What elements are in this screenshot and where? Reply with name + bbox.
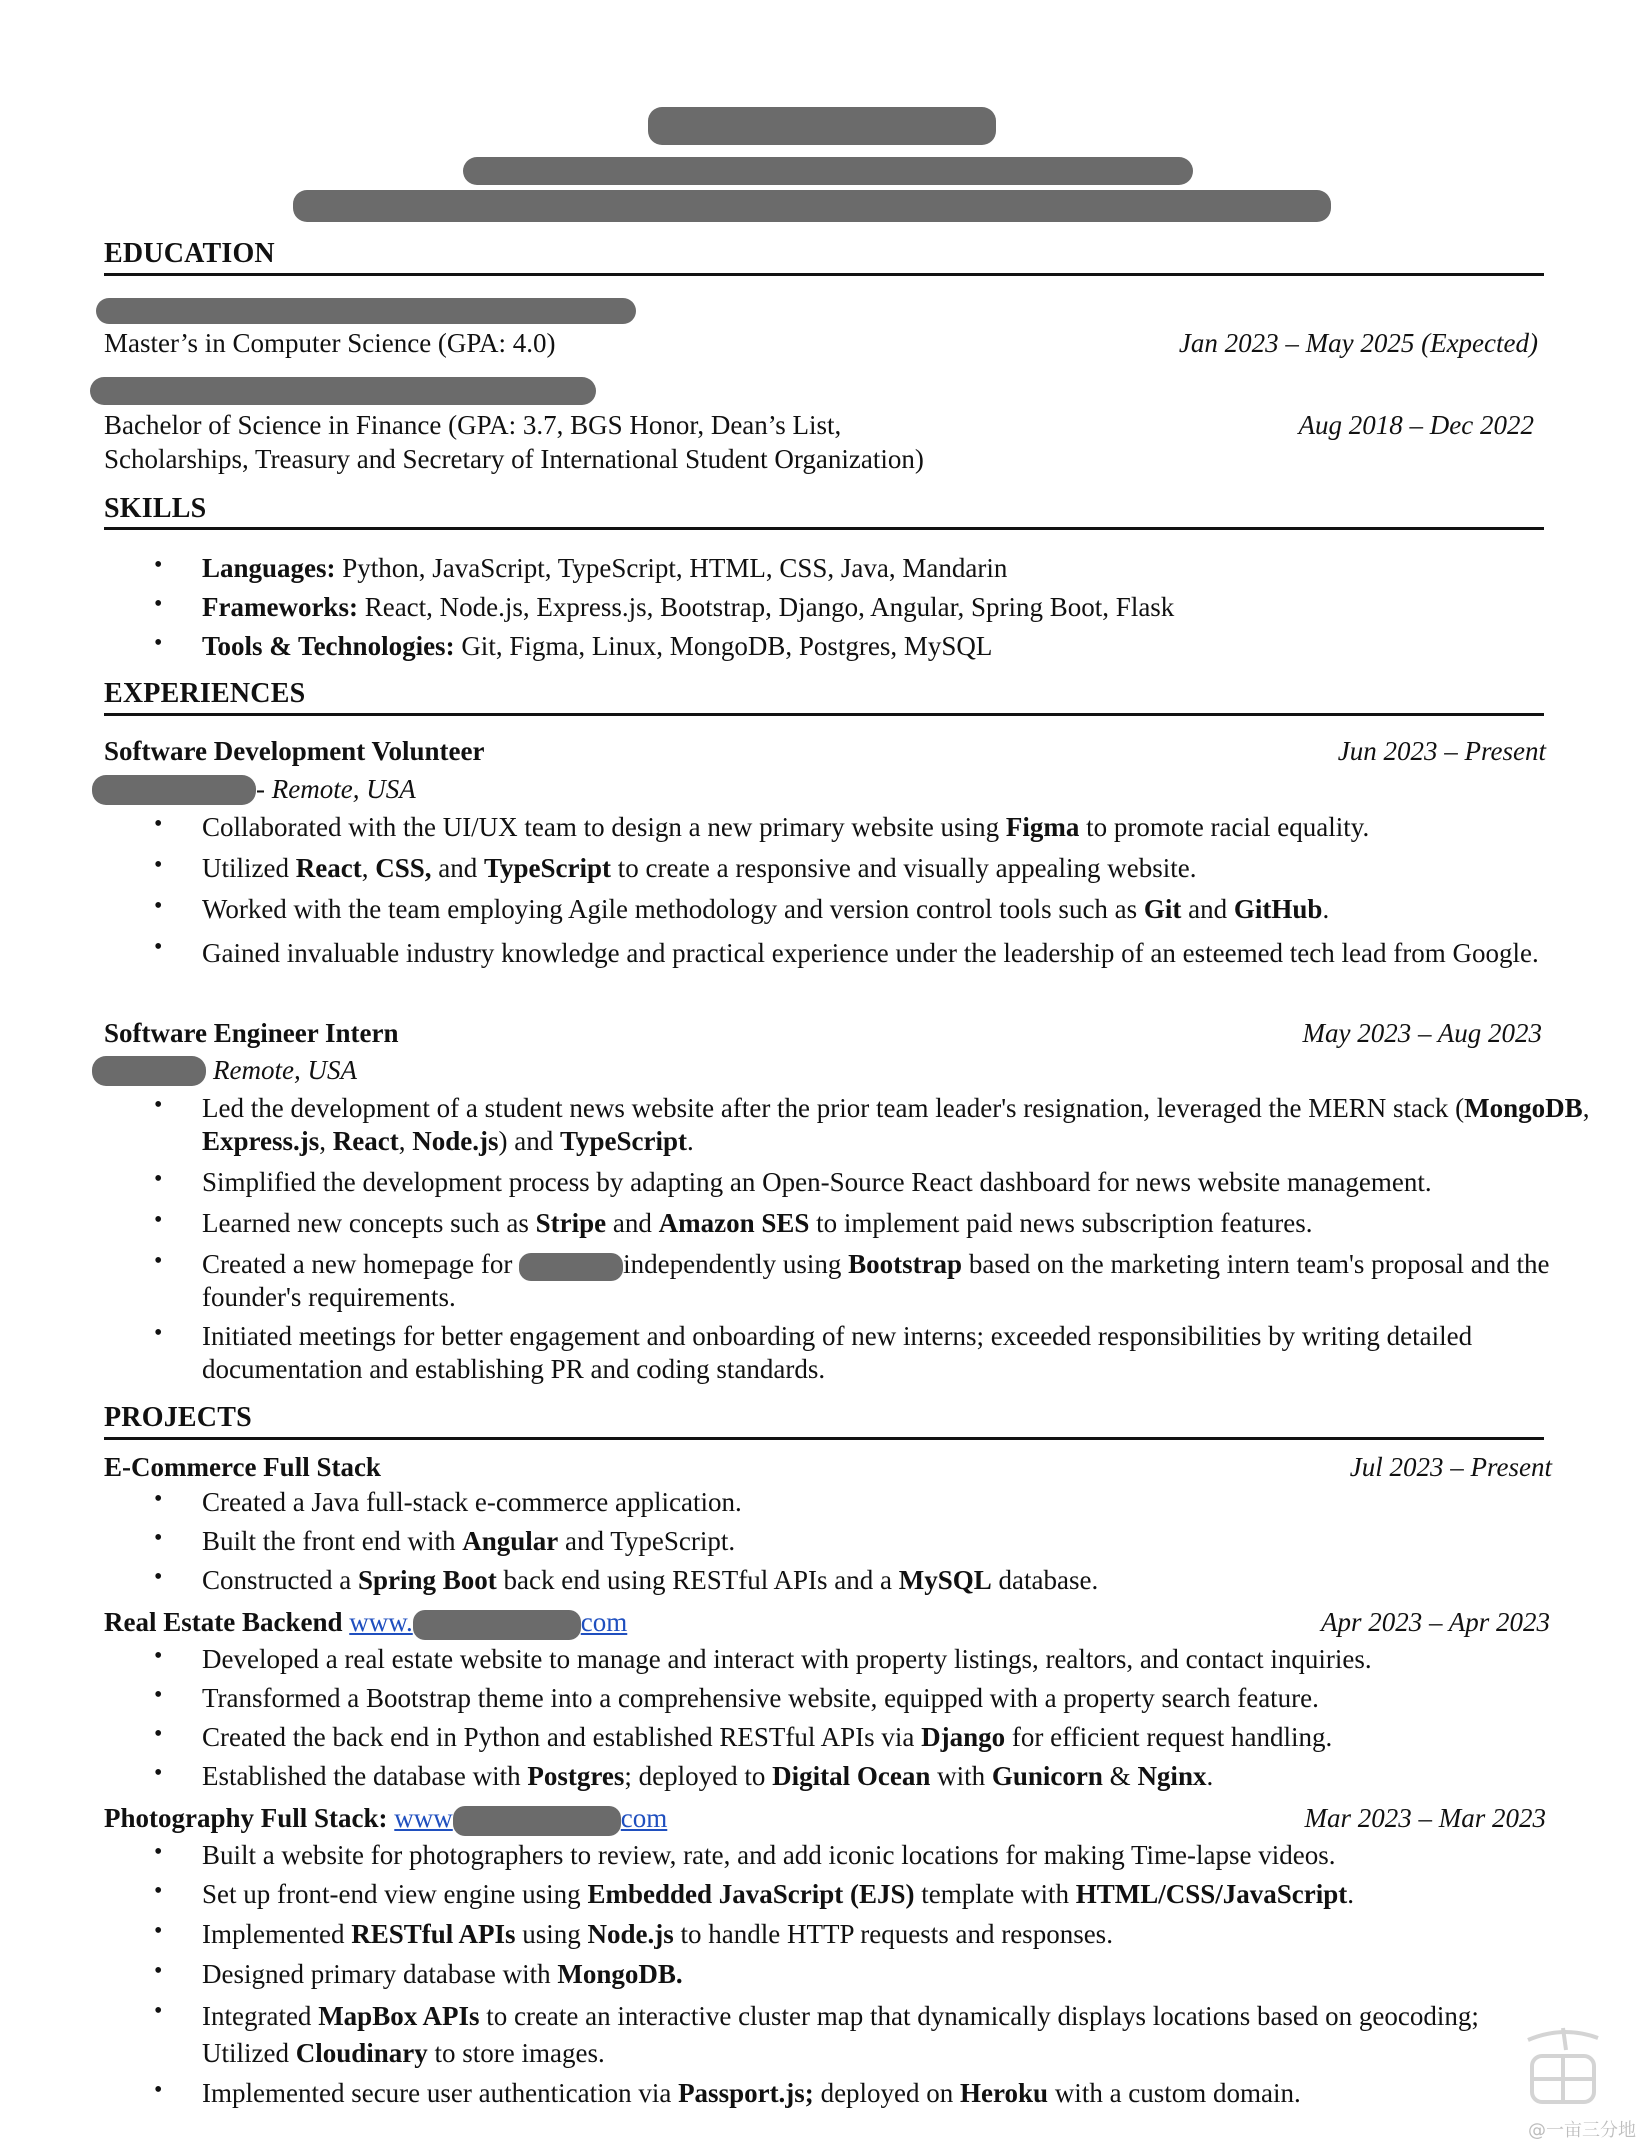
project1-dates: Jul 2023 – Present [1349, 1452, 1552, 1482]
experiences-rule [104, 713, 1544, 716]
bachelors-degree-line1: Bachelor of Science in Finance (GPA: 3.7, BGS Honor, Dean’s List, [104, 410, 842, 440]
bullet-icon: • [154, 1721, 163, 1747]
bullet-icon: • [154, 1248, 163, 1274]
bullet-icon: • [154, 1486, 163, 1512]
education-heading: EDUCATION [104, 238, 275, 269]
masters-degree: Master’s in Computer Science (GPA: 4.0) [104, 328, 556, 358]
bullet-icon: • [154, 591, 163, 617]
skills-rule [104, 527, 1544, 530]
bullet-icon: • [154, 1760, 163, 1786]
job1-role: Software Development Volunteer [104, 736, 485, 766]
redacted-company-2 [92, 1056, 206, 1086]
project3-header [104, 1803, 667, 1836]
project1-name: E-Commerce Full Stack [104, 1452, 381, 1482]
bullet-icon: • [154, 1092, 163, 1118]
redacted-company-1 [92, 775, 256, 805]
job2-location: Remote, USA [213, 1055, 357, 1085]
redacted-name [648, 107, 996, 145]
redacted-domain [453, 1806, 621, 1836]
bullet-icon: • [154, 552, 163, 578]
skill-label: Languages: [202, 553, 336, 583]
bullet-icon: • [154, 1207, 163, 1233]
projects-rule [104, 1437, 1544, 1440]
bullet-icon: • [154, 1839, 163, 1865]
project3-link[interactable]: www com [394, 1803, 667, 1833]
watermark-logo-icon [1508, 2020, 1618, 2110]
bullet-icon: • [154, 852, 163, 878]
bullet-icon: • [154, 1682, 163, 1708]
job1-dates: Jun 2023 – Present [1337, 736, 1546, 766]
redacted-university-2 [90, 377, 596, 405]
redacted-contact-line-2 [293, 190, 1331, 222]
bullet-icon: • [154, 1564, 163, 1590]
experiences-heading: EXPERIENCES [104, 678, 306, 709]
redacted-domain [413, 1610, 581, 1640]
project3-dates: Mar 2023 – Mar 2023 [1304, 1803, 1546, 1833]
job2-role: Software Engineer Intern [104, 1018, 399, 1048]
project2-link[interactable]: www. com [349, 1607, 627, 1637]
skill-label: Tools & Technologies: [202, 631, 455, 661]
bullet-icon: • [154, 2077, 163, 2103]
bachelors-dates: Aug 2018 – Dec 2022 [1298, 410, 1534, 440]
bullet-icon: • [154, 1320, 163, 1346]
bullet-icon: • [154, 934, 163, 960]
bullet-icon: • [154, 1998, 163, 2024]
bullet-icon: • [154, 1525, 163, 1551]
bullet-icon: • [154, 893, 163, 919]
skill-label: Frameworks: [202, 592, 358, 622]
bullet-icon: • [154, 1878, 163, 1904]
bullet-icon: • [154, 1958, 163, 1984]
redacted-university-1 [96, 298, 636, 324]
bullet-icon: • [154, 1918, 163, 1944]
job2-dates: May 2023 – Aug 2023 [1302, 1018, 1542, 1048]
skills-heading: SKILLS [104, 493, 207, 524]
education-rule [104, 273, 1544, 276]
project2-name: Real Estate Backend [104, 1607, 343, 1637]
bullet-icon: • [154, 630, 163, 656]
bullet-icon: • [154, 811, 163, 837]
project2-header [104, 1607, 627, 1640]
bachelors-degree-line2: Scholarships, Treasury and Secretary of International Student Organization) [104, 444, 924, 474]
skill-text: React, Node.js, Express.js, Bootstrap, Django, Angular, Spring Boot, Flask [357, 592, 1175, 622]
redacted-contact-line-1 [463, 157, 1193, 185]
project3-name: Photography Full Stack: [104, 1803, 388, 1833]
bullet-icon: • [154, 1166, 163, 1192]
watermark-text: @一亩三分地 [1528, 2120, 1636, 2141]
skill-text: Git, Figma, Linux, MongoDB, Postgres, MySQL [454, 631, 993, 661]
masters-dates: Jan 2023 – May 2025 (Expected) [1178, 328, 1538, 358]
bullet-icon: • [154, 1643, 163, 1669]
resume-page: EDUCATION Master’s in Computer Science (GPA: 4.0) Jan 2023 – May 2025 (Expected) Bachelor of Science in Finance (GPA: 3.7, BGS Honor, Dean’s List, Aug 2018 – Dec 2022 Scholarships, Treasury and Secretary of International Student Organization) SKILLS • Languages: Python, JavaScript, TypeScript, HTML, CSS, Java, Mandarin • Frameworks: React, Node.js, Express.js, Bootstrap, Django, Angular, Spring Boot, Flask • Tools & Technologies: Git, Figma, Linux, MongoDB, Postgres, MySQL EXPERIENCES Software Development Volunteer Jun 2023 – Present - Remote, USA • Collaborated with the UI/UX team to design a new primary website using Figma to promote racial equality. • Utilized React, CSS, and TypeScript to create a responsive and visually appealing website. • Worked with the team employing Agile methodology and version control tools such as Git and GitHub. • Gained invaluable industry knowledge and practical experience under the leadership of an esteemed tech lead from Google. Software Engineer Intern May 2023 – Aug 2023 Remote, USA • Led the development of a student news website after the prior team leader's resignation, leveraged the MERN stack (MongoDB, Express.js, React, Node.js) and TypeScript. • Simplified the development process by adapting an Open-Source React dashboard for news website management. • Learned new concepts such as Stripe and Amazon SES to implement paid news subscription features. • Created a new homepage for independently using Bootstrap based on the marketing intern team's proposal and the founder's requirements. • Initiated meetings for better engagement and onboarding of new interns; exceeded responsibilities by writing detailed documentation and establishing PR and coding standards. PROJECTS E-Commerce Full Stack Jul 2023 – Present • Created a Java full-stack e-commerce application. • Built the front end with Angular and TypeScript. • Constructed a Spring Boot back end using RESTful APIs and a MySQL database. Real Estate Backend www. com Apr 2023 – Apr 2023 • Developed a real estate website to manage and interact with property listings, realtors, and contact inquiries. • Transformed a Bootstrap theme into a comprehensive website, equipped with a property search feature. • Created the back end in Python and established RESTful APIs via Django for efficient request handling. • Established the database with Postgres; deployed to Digital Ocean with Gunicorn & Nginx. Photography Full Stack: www com Mar 2023 – Mar 2023 • Built a website for photographers to review, rate, and add iconic locations for making Time-lapse videos. • Set up front-end view engine using Embedded JavaScript (EJS) template with HTML/CSS/JavaScript. • Implemented RESTful APIs using Node.js to handle HTTP requests and responses. • Designed primary database with MongoDB. • Integrated MapBox APIs to create an interactive cluster map that dynamically displays locations based on geocoding; Utilized Cloudinary to store images. • Implemented secure user authentication via Passport.js; deployed on Heroku with a custom domain. @一亩三分地 [0, 0, 1646, 2150]
project2-dates: Apr 2023 – Apr 2023 [1320, 1607, 1550, 1637]
job1-location: - Remote, USA [256, 774, 416, 804]
redacted-company-inline [519, 1253, 623, 1281]
skill-text: Python, JavaScript, TypeScript, HTML, CSS, Java, Mandarin [335, 553, 1008, 583]
projects-heading: PROJECTS [104, 1402, 252, 1433]
